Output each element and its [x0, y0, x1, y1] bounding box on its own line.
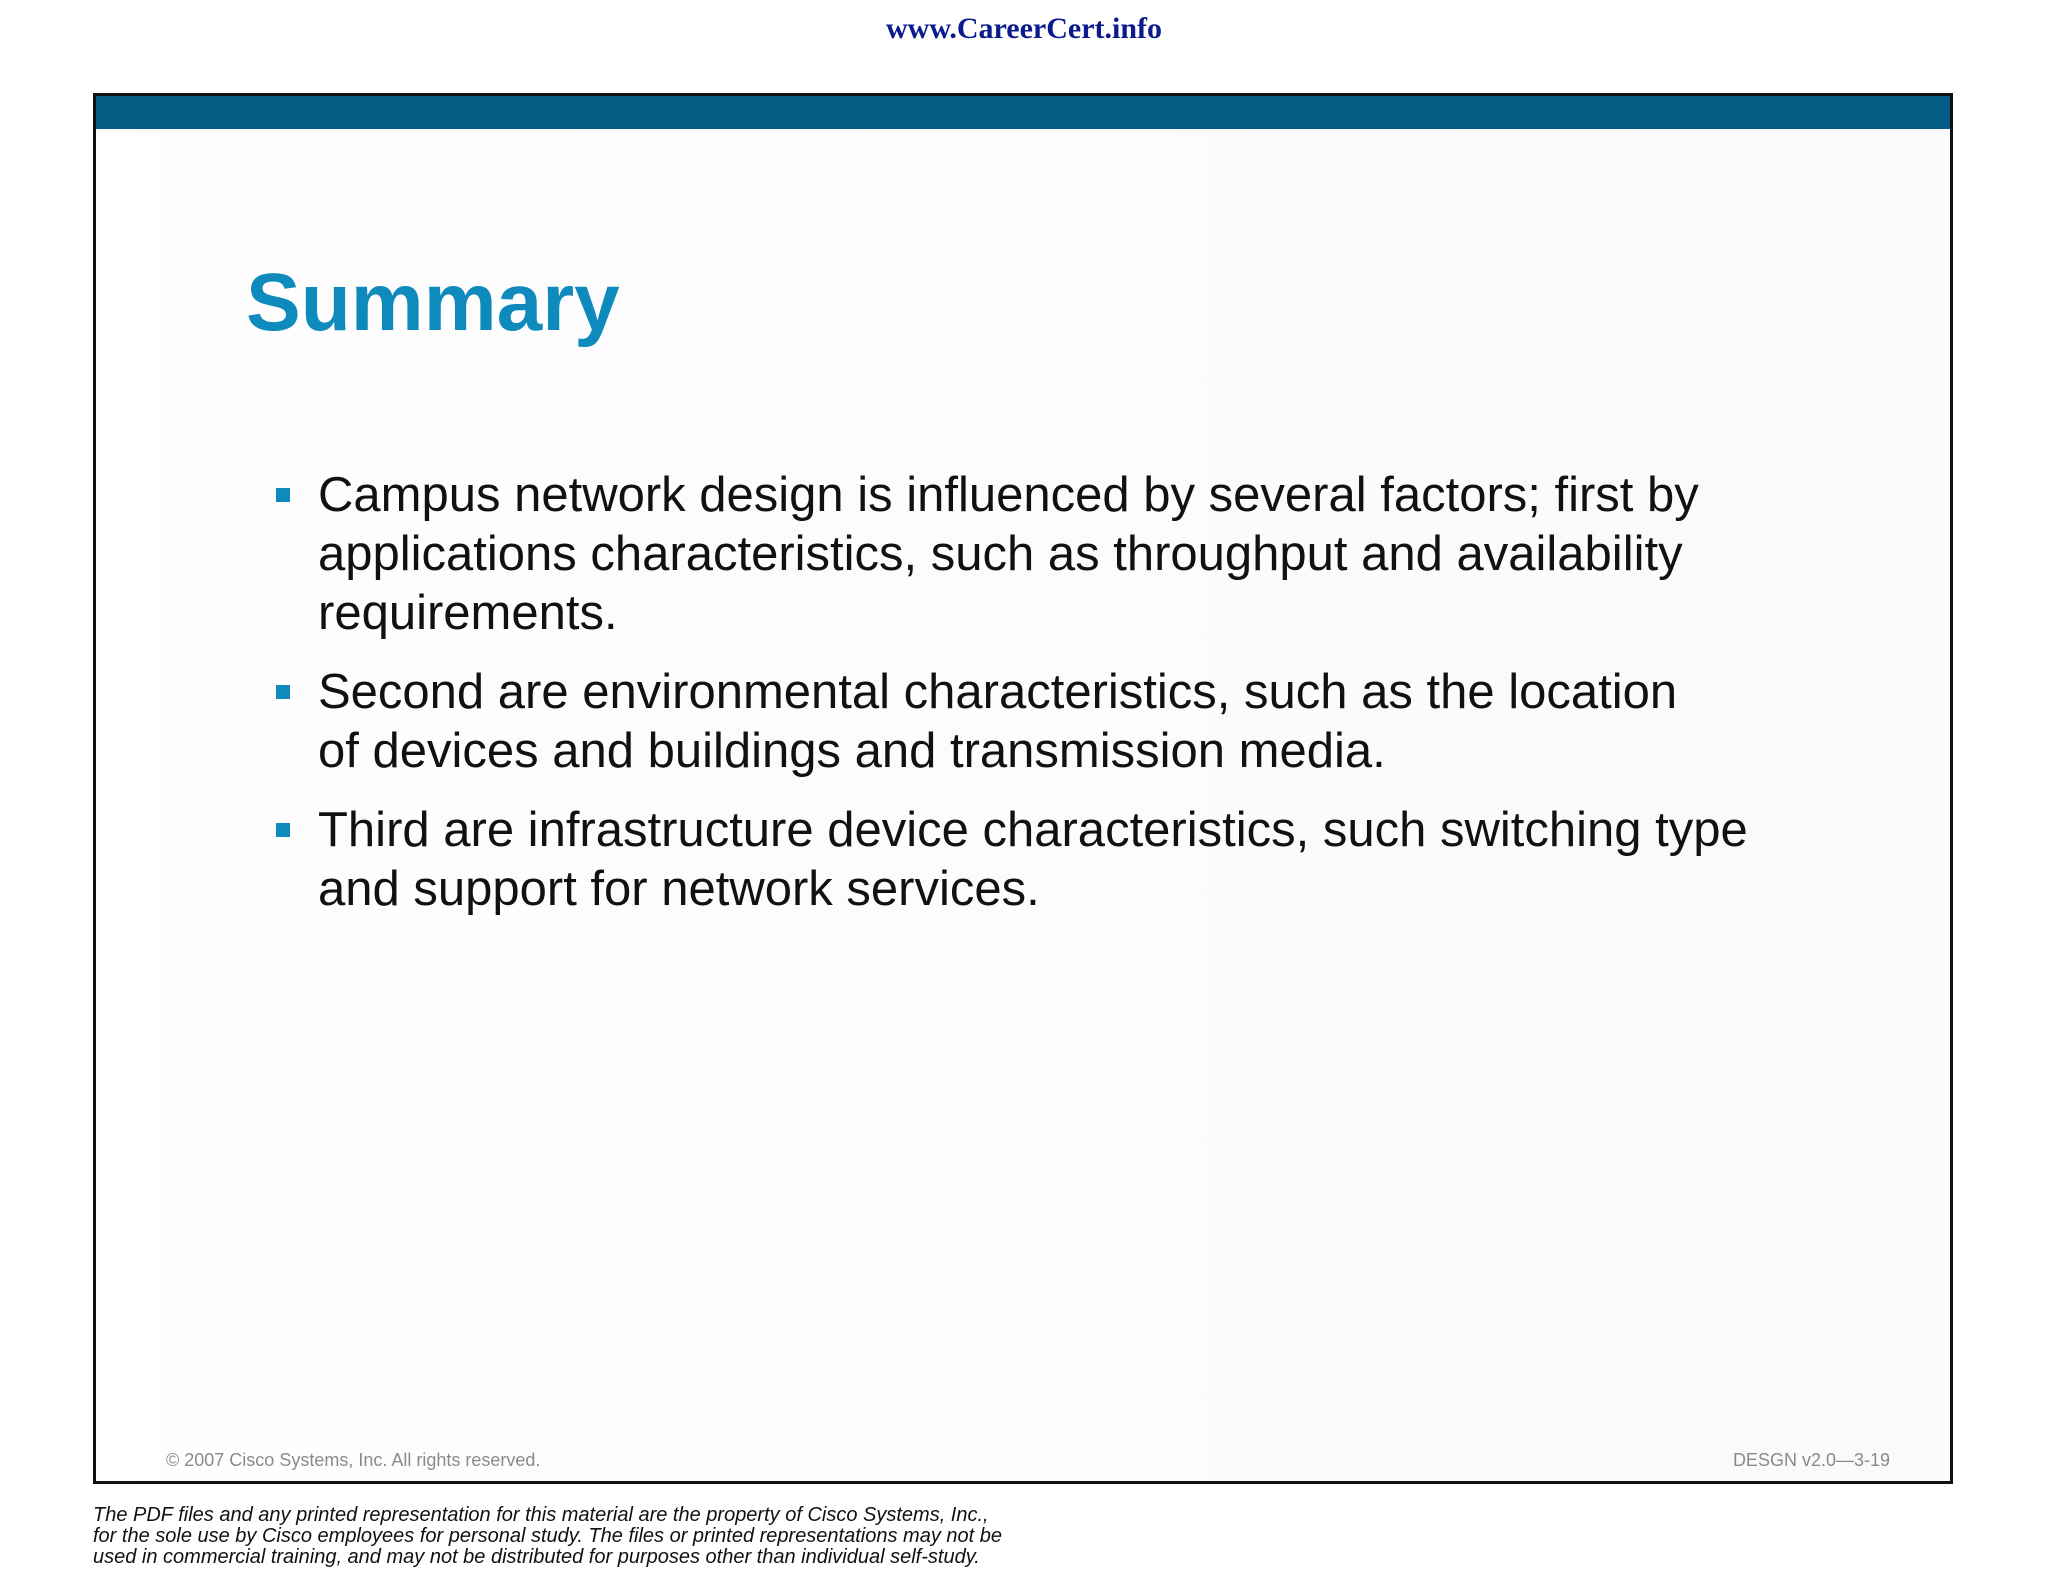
disclaimer	[93, 1505, 1193, 1568]
bullet-line: and support for network services.	[318, 862, 1040, 916]
bullet-item	[276, 801, 1836, 919]
disclaimer-line: The PDF files and any printed representation for this material are the property of Cisco Systems, Inc.,	[93, 1504, 989, 1526]
bullet-item	[276, 663, 1836, 781]
square-bullet-icon	[276, 823, 290, 837]
bullet-line: Second are environmental characteristics, such as the location	[318, 665, 1678, 719]
disclaimer-line: for the sole use by Cisco employees for personal study. The files or printed representations may not be	[93, 1525, 1002, 1547]
slide-copyright: © 2007 Cisco Systems, Inc. All rights reserved.	[166, 1450, 541, 1470]
slide-title: Summary	[246, 257, 620, 348]
slide-header-band	[96, 96, 1950, 129]
bullet-line: requirements.	[318, 586, 618, 640]
site-url: www.CareerCert.info	[885, 12, 1163, 45]
bullet-line: Third are infrastructure device characteristics, such switching type	[318, 803, 1748, 857]
bullet-line: of devices and buildings and transmission media.	[318, 724, 1386, 778]
bullet-line: Campus network design is influenced by several factors; first by	[318, 468, 1699, 522]
slide	[93, 93, 1953, 1484]
bullet-list	[276, 466, 1836, 939]
bullet-item	[276, 466, 1836, 643]
square-bullet-icon	[276, 685, 290, 699]
bullet-line: applications characteristics, such as throughput and availability	[318, 527, 1683, 581]
disclaimer-line: used in commercial training, and may not be distributed for purposes other than individual self-study.	[93, 1546, 980, 1568]
slide-course-code: DESGN v2.0—3-19	[1732, 1450, 1890, 1470]
square-bullet-icon	[276, 488, 290, 502]
